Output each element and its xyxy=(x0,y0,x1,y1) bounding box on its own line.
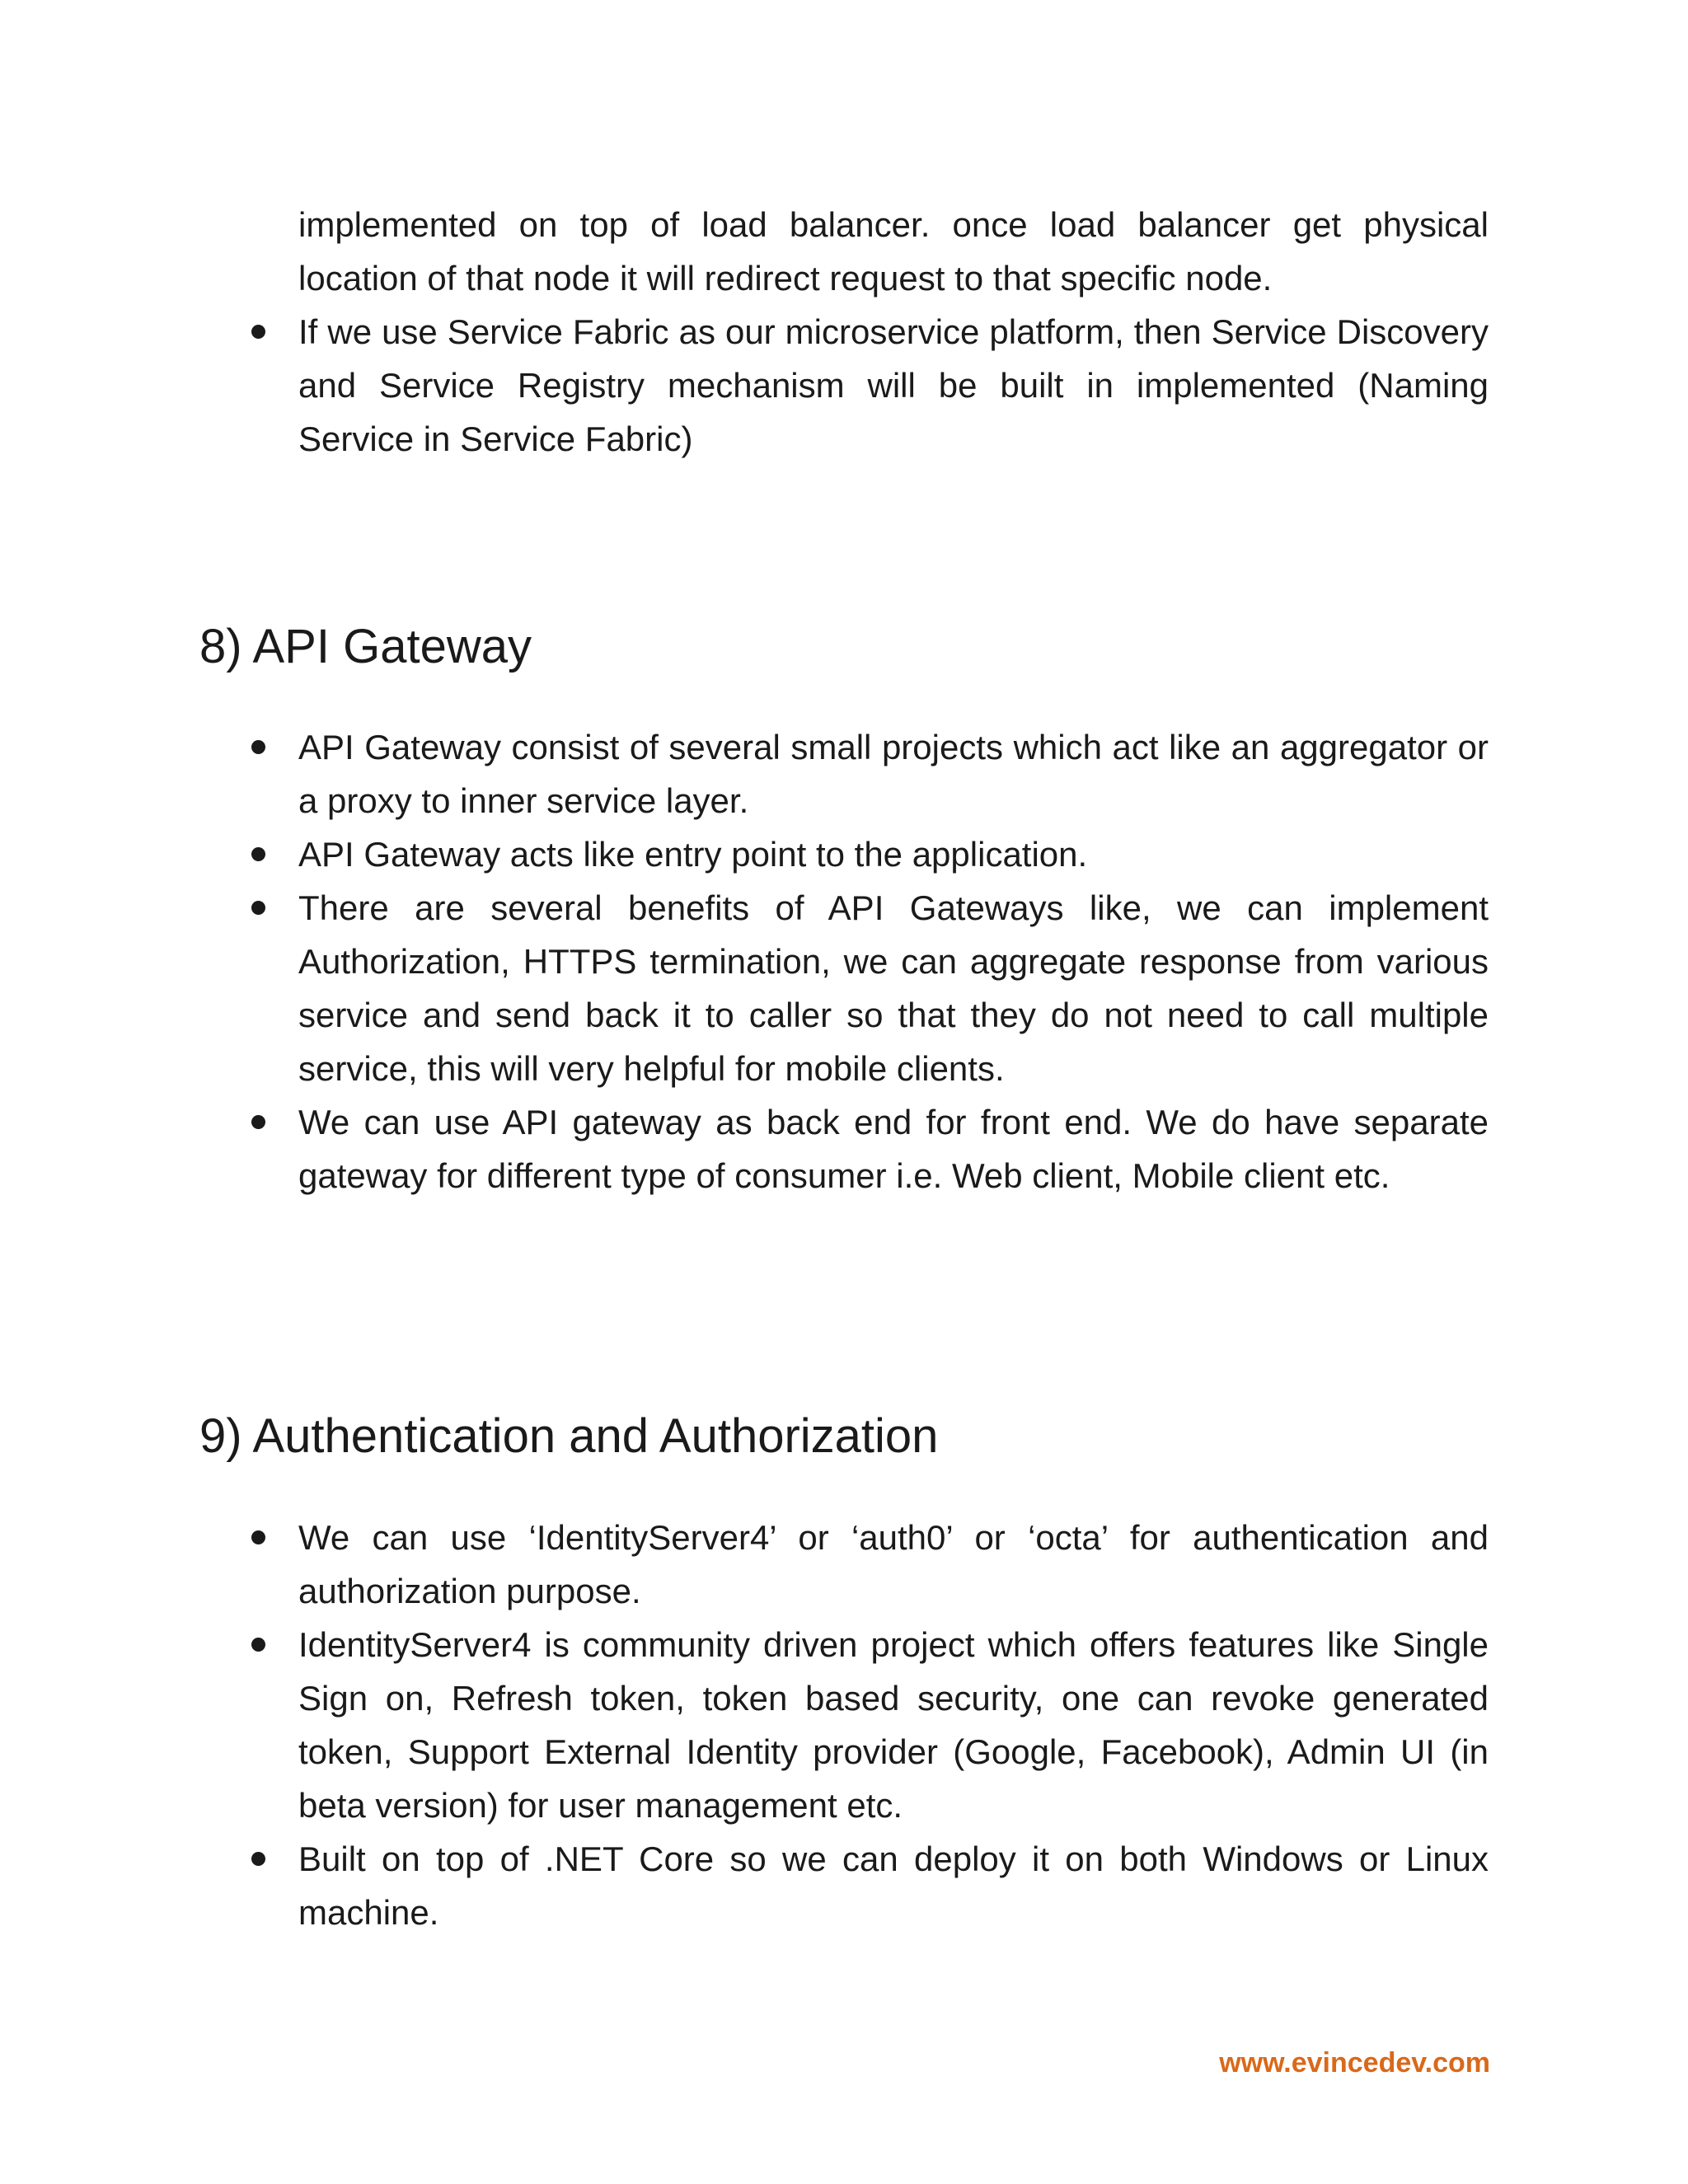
section-8-bullet-list xyxy=(298,720,1489,1202)
bullet-icon xyxy=(251,1530,265,1544)
list-item xyxy=(298,827,1489,881)
list-item-text: If we use Service Fabric as our microservice platform, then Service Discovery and Service Registry mechanism will be built in implemented (Naming Service in Service Fabric) xyxy=(298,312,1489,458)
bullet-icon xyxy=(251,325,265,339)
section-9-bullet-list xyxy=(298,1511,1489,1939)
list-item xyxy=(298,1618,1489,1832)
list-item-text: We can use ‘IdentityServer4’ or ‘auth0’ or ‘octa’ for authentication and authorization purpose. xyxy=(298,1518,1489,1610)
section-9-heading: 9) Authentication and Authorization xyxy=(199,1409,939,1463)
bullet-icon xyxy=(251,1852,265,1866)
list-item-text: IdentityServer4 is community driven project which offers features like Single Sign on, Refresh token, token based security, one can revoke generated token, Support External Identity provider (Google, Facebook), Admin UI (in beta version) for user management etc. xyxy=(298,1625,1489,1825)
list-item-text: There are several benefits of API Gateways like, we can implement Authorization, HTTPS termination, we can aggregate response from various service and send back it to caller so that they do not need to call multiple service, this will very helpful for mobile clients. xyxy=(298,888,1489,1088)
list-item-text: We can use API gateway as back end for front end. We do have separate gateway for different type of consumer i.e. Web client, Mobile client etc. xyxy=(298,1103,1489,1195)
bullet-icon xyxy=(251,901,265,915)
list-item-text: API Gateway consist of several small projects which act like an aggregator or a proxy to inner service layer. xyxy=(298,728,1489,820)
footer-website-link[interactable]: www.evincedev.com xyxy=(1219,2047,1490,2079)
list-item xyxy=(298,305,1489,466)
list-item xyxy=(298,1832,1489,1939)
list-item xyxy=(298,1511,1489,1618)
bullet-icon xyxy=(251,1115,265,1129)
list-item-text: Built on top of .NET Core so we can deploy it on both Windows or Linux machine. xyxy=(298,1840,1489,1932)
section-8-heading: 8) API Gateway xyxy=(199,620,532,673)
bullet-icon xyxy=(251,1638,265,1652)
list-item xyxy=(298,720,1489,827)
top-bullet-list xyxy=(298,305,1489,466)
bullet-icon xyxy=(251,847,265,861)
list-item xyxy=(298,881,1489,1095)
continued-paragraph: implemented on top of load balancer. once load balancer get physical location of that node it will redirect request to that specific node. xyxy=(298,205,1489,298)
list-item-text: API Gateway acts like entry point to the application. xyxy=(298,835,1088,874)
list-item xyxy=(298,1095,1489,1202)
bullet-icon xyxy=(251,740,265,754)
